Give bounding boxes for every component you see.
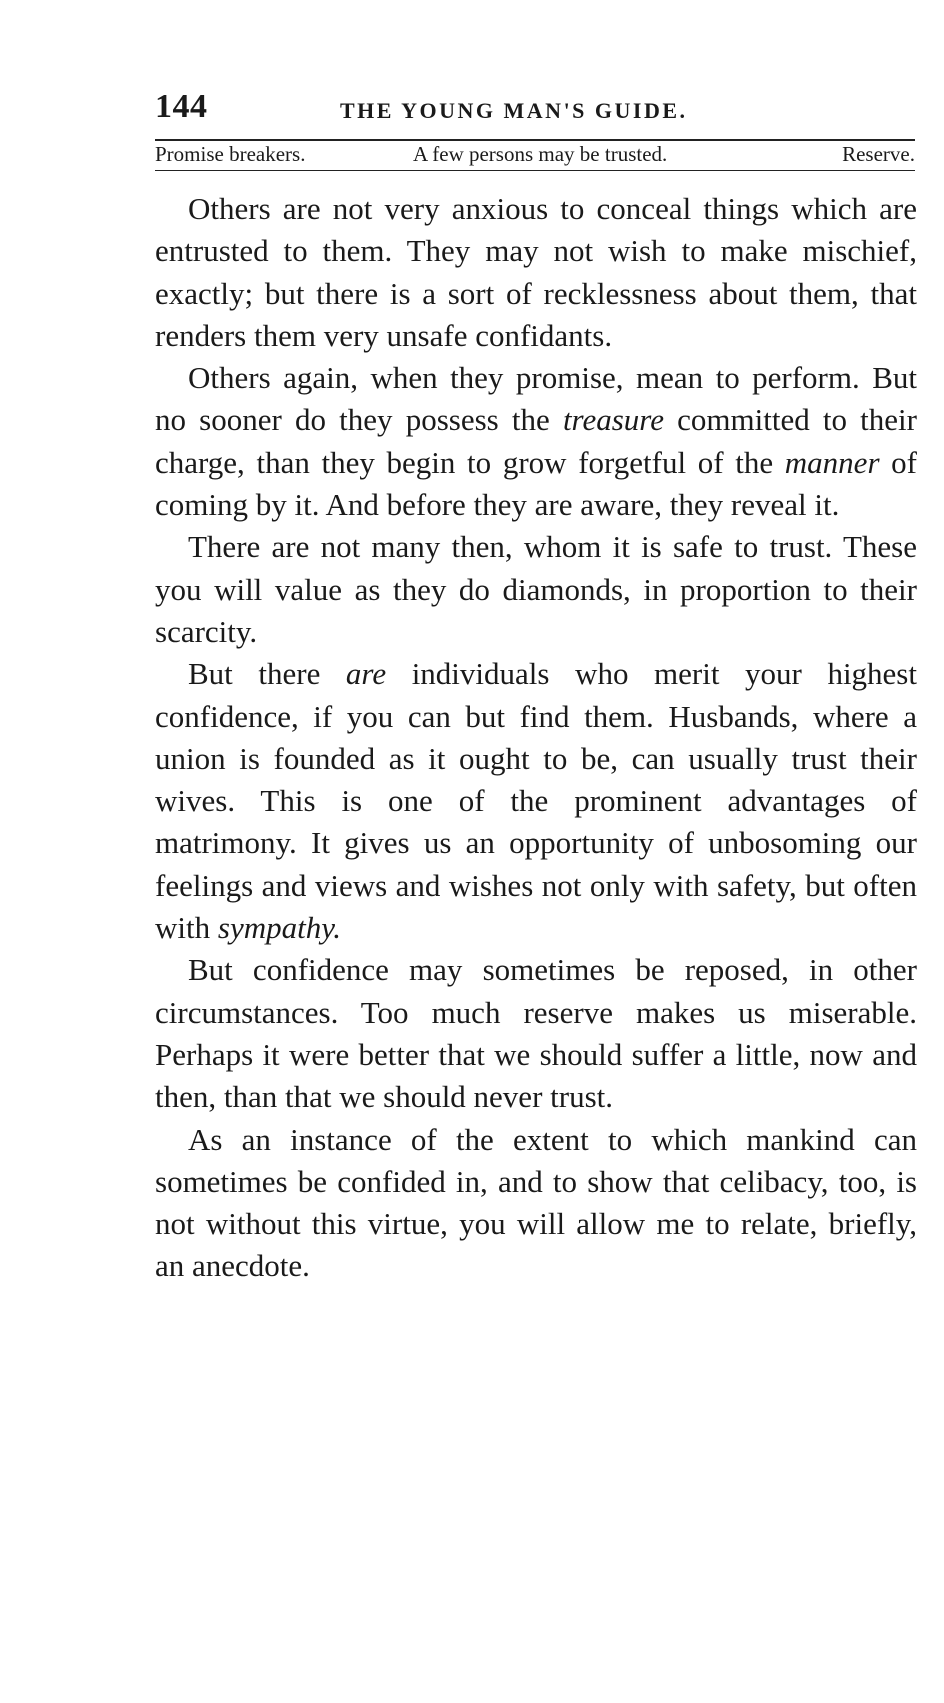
paragraph-4-text-b: individuals who merit your highest confidence, if you can but find them. Husbands, where a union is founded as it ought to be, can usually trust their wives. This is one of the prominent advantages of matrimony. It gives us an opportunity of unbosoming our feelings and views and wishes not only with safety, but often with: [155, 656, 917, 946]
paragraph-6: [155, 1119, 917, 1288]
paragraph-1: [155, 188, 917, 357]
paragraph-4-italic-sympathy: sympathy.: [217, 910, 341, 946]
header-rule-top: [155, 139, 915, 141]
paragraph-3-text: There are not many then, whom it is safe to trust. These you will value as they do diamonds, in proportion to their scarcity.: [155, 529, 917, 649]
paragraph-2-italic-treasure: treasure: [562, 402, 664, 438]
paragraph-2-text-a: Others again, when they promise, mean to perform. But no sooner do they possess the: [155, 360, 917, 438]
paragraph-2-text-c: of coming by it. And before they are aware, they reveal it.: [155, 444, 918, 523]
paragraph-3: [155, 526, 917, 653]
paragraph-4: [155, 653, 917, 949]
paragraph-4-italic-are: are: [345, 656, 387, 692]
paragraph-4-text-a: But there: [188, 656, 346, 692]
book-title: THE YOUNG MAN'S GUIDE.: [340, 98, 688, 123]
paragraph-5-text: But confidence may sometimes be reposed, in other circumstances. Too much reserve makes us miserable. Perhaps it were better that we should suffer a little, now and then, than that we should never trust.: [155, 952, 917, 1115]
paragraph-2-italic-manner: manner: [784, 444, 880, 480]
page-number: 144: [155, 88, 208, 125]
topic-reserve: Reserve.: [842, 142, 915, 166]
header-rule-bottom: [155, 170, 915, 171]
running-head: [155, 88, 915, 128]
topic-line: [155, 142, 917, 172]
paragraph-5: [155, 949, 917, 1118]
paragraph-1-text: Others are not very anxious to conceal things which are entrusted to them. They may not wish to make mischief, exactly; but there is a sort of recklessness about them, that renders them very unsafe confidants.: [155, 191, 917, 353]
topic-few-trusted: A few persons may be trusted.: [413, 142, 668, 166]
body-text: [155, 188, 917, 1288]
paragraph-2: [155, 357, 917, 526]
topic-promise-breakers: Promise breakers.: [155, 142, 306, 166]
paragraph-2-text-b: committed to their charge, than they begin to grow forgetful of the: [155, 402, 917, 480]
paragraph-6-text: As an instance of the extent to which mankind can sometimes be confided in, and to show that celibacy, too, is not without this virtue, you will allow me to relate, briefly, an anecdote.: [155, 1121, 917, 1284]
